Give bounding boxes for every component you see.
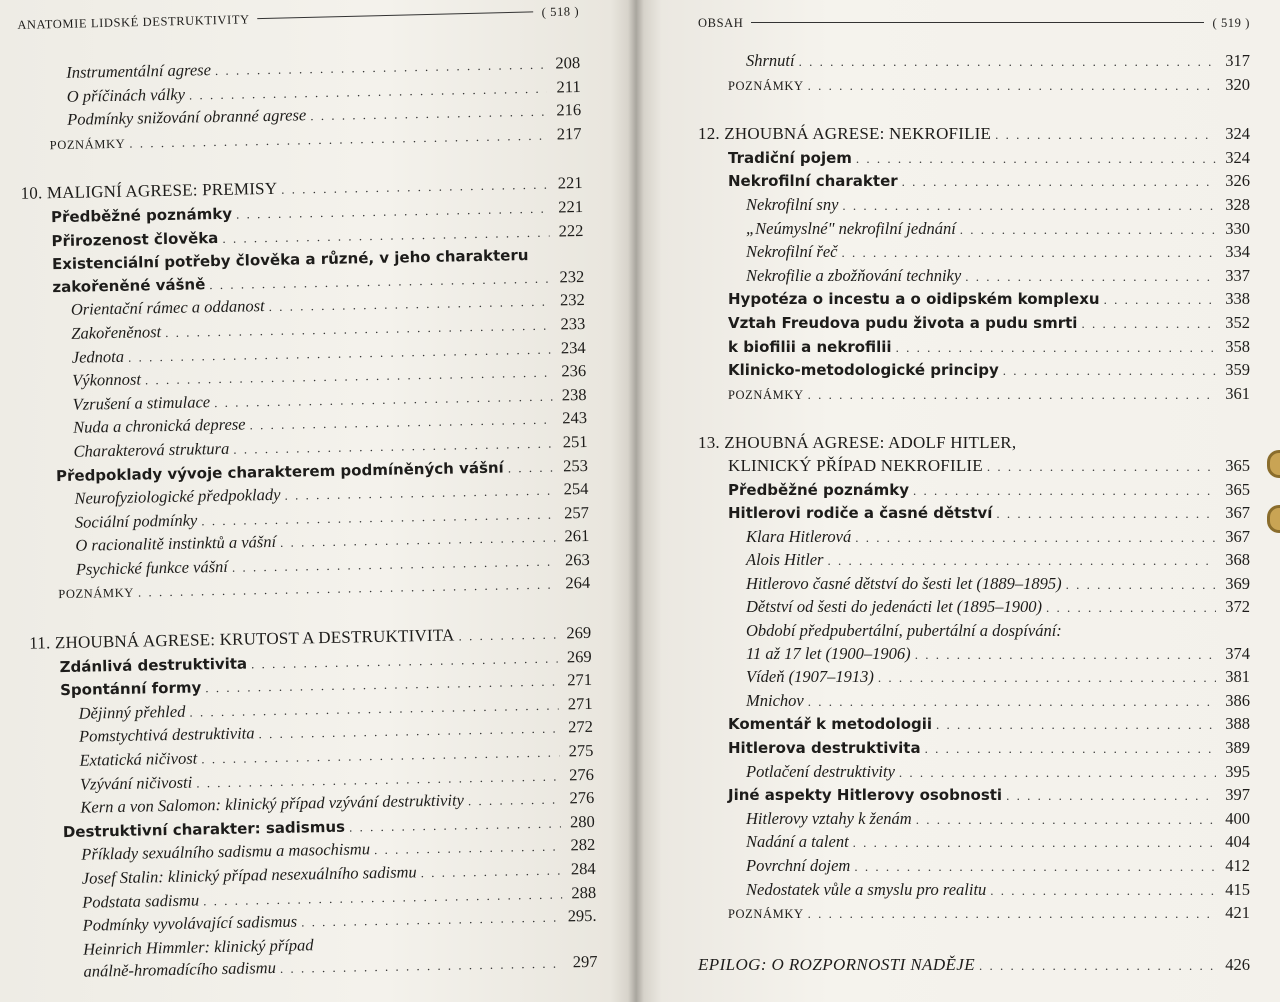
toc-entry [698,855,1250,879]
toc-entry-page: 275 [568,740,594,761]
binder-ring [1267,450,1280,478]
toc-entry-title: Nedostatek vůle a smyslu pro realitu [746,879,987,899]
running-head [17,4,580,52]
dot-leader [1046,597,1216,620]
dot-leader [896,337,1216,360]
toc-entry-page: 217 [556,123,582,144]
toc-entry-title: O příčinách války [66,84,186,106]
toc-entry [698,288,1250,312]
toc-entry-title: 12. ZHOUBNÁ AGRESE: NEKROFILIE [698,124,992,144]
toc-entry-page: 211 [556,76,581,97]
toc-entry-title: Sociální podmínky [74,510,198,532]
dot-leader [854,856,1216,879]
toc-entry-title: Josef Stalin: klinický případ nesexuálního sadismu [81,862,417,888]
toc-entry-page: 221 [558,196,584,217]
dot-leader [421,860,562,885]
section-gap [698,926,1250,954]
toc-entry-page: 328 [1225,194,1250,214]
toc-entry [698,902,1250,926]
dot-leader [925,738,1216,761]
toc-entry-page: 381 [1225,667,1250,687]
dot-leader [808,75,1216,98]
binder-ring [1267,505,1280,533]
head-rule [258,11,534,19]
toc-entry-title: Extatická ničivost [79,748,198,770]
toc-entry [698,784,1250,808]
toc-entry-page: 361 [1225,383,1250,403]
toc-entry-page: 367 [1225,526,1250,546]
toc-entry-page: 254 [563,479,589,499]
toc-entry-title: Hitlerovy vztahy k ženám [746,808,912,828]
toc-entry [698,170,1250,194]
toc-entry-page: 317 [1225,51,1250,70]
toc-entry-page: 324 [1225,124,1250,144]
toc-entry-title: Vzývání ničivosti [79,772,193,794]
toc-entry-title: „Neúmyslné" nekrofilní jednání [746,218,956,238]
dot-leader [842,242,1217,265]
toc-entry-title: Destruktivní charakter: sadismus [62,817,346,841]
toc-entry-page: 232 [559,266,585,287]
toc-entry-title: Nadání a talent [746,832,849,852]
dot-leader [808,384,1216,407]
toc-entry-title: Orientační rámec a oddanost [70,296,265,320]
toc-entry-title: POZNÁMKY [728,387,804,402]
toc-entry-title: Potlačení destruktivity [746,761,895,781]
dot-leader [458,624,557,648]
toc-entry-title: Nekrofilní charakter [728,172,898,191]
toc-entry-title: EPILOG: O ROZPORNOSTI NADĚJE [698,954,976,974]
toc-entry [698,123,1250,147]
toc-entry-page: 352 [1225,312,1250,332]
dot-leader [1081,313,1216,336]
toc-entry-title: Hitlerova destruktivita [728,739,921,758]
toc-entry-title: Vídeň (1907–1913) [746,667,874,687]
toc-entry [698,879,1250,903]
toc-entry [698,359,1250,383]
toc-entry [698,74,1250,98]
toc-entry-page: 337 [1225,265,1250,285]
table-of-contents [698,50,1250,977]
toc-entry-title: Vztah Freudova pudu života a pudu smrti [728,313,1078,332]
toc-entry-title: Přirozenost člověka [51,228,219,250]
toc-entry-page: 334 [1225,242,1250,262]
toc-entry-page: 216 [556,100,582,120]
toc-entry-title: Období předpubertální, pubertální a dospívání: [746,621,1062,641]
toc-entry [698,50,1250,74]
toc-entry-page: 251 [562,431,588,452]
toc-entry [698,502,1250,526]
toc-entry-page: 222 [558,220,584,241]
toc-entry-title: Tradiční pojem [728,148,852,167]
dot-leader [856,148,1216,171]
dot-leader [1003,360,1216,383]
toc-entry-title: Nekrofilní řeč [746,242,838,262]
head-rule [751,22,1204,23]
toc-entry-title: POZNÁMKY [49,136,126,152]
toc-entry [698,218,1250,242]
dot-leader [987,456,1216,479]
toc-entry-page: 338 [1225,289,1250,309]
toc-entry-page: 297 [572,952,598,972]
toc-entry-title: 11. ZHOUBNÁ AGRESE: KRUTOST A DESTRUKTIVITA [29,625,455,653]
toc-entry-page: 389 [1225,738,1250,758]
running-head-title: ANATOMIE LIDSKÉ DESTRUKTIVITY [17,12,250,33]
toc-entry-page: 284 [570,858,596,879]
toc-entry-title: Nekrofilní sny [746,194,839,214]
page-number: ( 518 ) [541,4,580,20]
dot-leader [280,953,564,981]
toc-entry-title: Instrumentální agrese [66,60,212,82]
toc-entry-page: 369 [1225,573,1250,593]
dot-leader [902,171,1216,194]
toc-entry-title: Klinicko-metodologické principy [728,361,999,380]
toc-entry-page: 395 [1225,761,1250,781]
dot-leader [508,456,555,479]
toc-entry-page: 367 [1225,503,1250,523]
toc-entry-page: 426 [1225,954,1250,974]
toc-entry [698,596,1250,620]
toc-entry-page: 386 [1225,690,1250,710]
toc-entry-page: 330 [1225,218,1250,238]
toc-entry-page: 276 [568,764,595,784]
section-gap [698,406,1250,432]
toc-entry-title: Charakterová struktura [73,438,230,461]
toc-entry-title: Mnichov [746,690,804,710]
toc-entry-title: Dějinný přehled [78,701,186,723]
right-page [636,0,1280,1002]
toc-entry-title: Komentář k metodologii [728,715,933,734]
toc-entry-title: Předběžné poznámky [728,480,909,499]
toc-entry-page: 232 [559,290,585,310]
toc-entry-title: Podmínky vyvolávající sadismus [82,911,298,935]
toc-entry-page: 404 [1225,832,1250,852]
dot-leader [374,836,562,862]
toc-entry-title: Shrnutí [746,51,795,70]
toc-entry-page: 276 [569,788,595,808]
dot-leader [915,644,1216,667]
toc-entry-title: 13. ZHOUBNÁ AGRESE: ADOLF HITLER, [698,433,1017,453]
toc-entry-page: 269 [566,622,592,643]
toc-entry-page: 264 [565,573,591,593]
toc-entry [698,549,1250,573]
dot-leader [899,762,1216,785]
toc-entry-page: 269 [566,646,592,667]
toc-entry-page: 280 [569,811,595,832]
dot-leader [878,667,1216,690]
dot-leader [808,691,1216,714]
dot-leader [853,832,1216,855]
toc-entry-title: Předpoklady vývoje charakterem podmíněných vášní [55,458,504,485]
toc-entry-title: Předběžné poznámky [50,204,233,227]
toc-entry [698,479,1250,503]
toc-entry-page: 271 [567,693,593,714]
toc-entry-page: 415 [1225,879,1250,899]
toc-entry [698,526,1250,550]
toc-entry-page: 421 [1225,903,1250,923]
toc-entry-page: 365 [1225,455,1250,475]
toc-entry-page: 257 [563,502,590,523]
toc-entry-page: 238 [561,384,587,405]
toc-entry-title: O racionalitě instinktů a vášní [75,532,277,556]
dot-leader [827,550,1216,573]
dot-leader [960,219,1216,242]
toc-entry [698,265,1250,289]
toc-entry [698,737,1250,761]
toc-entry-page: 320 [1225,74,1250,94]
toc-entry-page: 233 [560,313,586,334]
toc-entry-page: 272 [568,717,594,737]
toc-entry-page: 236 [561,361,587,381]
toc-entry-title: Klara Hitlerová [746,526,852,546]
toc-entry-page: 358 [1225,336,1250,356]
toc-entry-title: POZNÁMKY [728,78,804,93]
toc-entry-page: 365 [1225,479,1250,499]
toc-entry-title: Jednota [71,346,125,367]
toc-entry-title: Kern a von Salomon: klinický případ vzývání destruktivity [80,790,465,817]
toc-entry-title: análně-hromadícího sadismu [83,958,277,982]
toc-entry-title: Povrchní dojem [746,856,851,875]
toc-entry [698,432,1250,455]
toc-entry-page: 282 [570,835,596,855]
toc-entry-page: 359 [1225,360,1250,380]
toc-entry [698,455,1250,479]
dot-leader [310,101,547,128]
toc-entry [698,954,1250,978]
dot-leader [349,812,561,839]
toc-entry-title: Alois Hitler [746,550,824,570]
toc-entry [698,666,1250,690]
dot-leader [808,903,1216,926]
toc-entry-page: 253 [563,455,589,475]
dot-leader [990,880,1216,903]
toc-entry-title: Nekrofilie a zbožňování techniky [746,265,962,285]
dot-leader [1104,289,1216,312]
toc-entry-title: Hypotéza o incestu a o oidipském komplexu [728,290,1100,309]
toc-entry [698,690,1250,714]
toc-entry-title: 10. MALIGNÍ AGRESE: PREMISY [20,179,278,204]
toc-entry-title: KLINICKÝ PŘÍPAD NEKROFILIE [728,455,983,475]
toc-entry-page: 263 [564,549,590,570]
dot-leader [799,51,1216,74]
section-gap [698,97,1250,123]
toc-entry-title: Hitlerovo časné dětství do šesti let (1889–1895) [746,573,1062,593]
table-of-contents [18,52,598,986]
toc-entry-page: 243 [562,408,588,428]
toc-entry-page: 221 [557,173,583,193]
toc-entry-title: Pomstychtivá destruktivita [78,723,255,747]
toc-entry-page: 397 [1225,785,1250,805]
toc-entry-page: 261 [564,526,590,546]
running-head [698,16,1250,50]
toc-entry-page: 234 [560,337,586,357]
dot-leader [996,503,1216,526]
dot-leader [965,266,1216,289]
dot-leader [979,955,1216,978]
left-page [0,0,636,1002]
toc-entry [698,194,1250,218]
toc-entry [698,713,1250,737]
dot-leader [1066,574,1216,597]
toc-entry-title: Nuda a chronická deprese [72,414,246,438]
toc-entry-title: Heinrich Himmler: klinický případ [82,935,314,959]
dot-leader [1006,785,1216,808]
toc-entry-title: Vzrušení a stimulace [72,391,211,414]
dot-leader [842,195,1216,218]
toc-entry-title: Příklady sexuálního sadismu a masochismu [81,839,371,865]
toc-entry-title: Spontánní formy [59,678,202,700]
toc-entry [698,643,1250,667]
toc-entry [698,312,1250,336]
toc-entry-page: 288 [571,882,597,902]
toc-entry [698,241,1250,265]
toc-entry-title: zakořeněné vášně [52,274,206,296]
toc-entry-page: 271 [567,670,593,690]
toc-entry-page: 208 [555,52,581,73]
dot-leader [995,124,1216,147]
toc-entry-title: POZNÁMKY [58,586,135,602]
toc-entry-page: 400 [1225,808,1250,828]
toc-entry-title: POZNÁMKY [728,907,804,922]
toc-entry-title: 11 až 17 let (1900–1906) [746,643,911,663]
toc-entry-page: 324 [1225,147,1250,167]
toc-entry [698,573,1250,597]
toc-entry-page: 368 [1225,550,1250,570]
toc-entry-title: Zakořeněnost [71,322,162,343]
dot-leader [913,480,1216,503]
toc-entry-title: Existenciální potřeby člověka a různé, v jeho charakteru [51,246,529,274]
toc-entry-title: Dětství od šesti do jedenácti let (1895–1900) [746,597,1043,617]
toc-entry-page: 374 [1225,643,1250,663]
toc-entry [698,147,1250,171]
dot-leader [936,714,1216,737]
toc-entry-page: 412 [1225,856,1250,875]
toc-entry-page: 326 [1225,171,1250,191]
toc-entry-title: Výkonnost [72,369,142,390]
toc-entry-title: Neurofyziologické předpoklady [74,484,281,508]
toc-entry [698,336,1250,360]
toc-entry-title: Hitlerovi rodiče a časné dětství [728,504,993,523]
toc-entry [698,761,1250,785]
toc-entry [698,620,1250,643]
toc-entry-title: k biofilii a nekrofilii [728,337,892,356]
toc-entry-page: 388 [1225,714,1250,734]
toc-entry [698,383,1250,407]
toc-entry-page: 372 [1225,597,1250,617]
toc-entry-title: Psychické funkce vášní [75,556,229,579]
dot-leader [916,809,1216,832]
toc-entry-title: Podstata sadismu [82,890,200,912]
toc-entry [698,831,1250,855]
toc-entry-title: Podmínky snižování obranné agrese [67,105,307,130]
dot-leader [468,789,561,813]
toc-entry [698,808,1250,832]
toc-entry-title: Jiné aspekty Hitlerovy osobnosti [728,786,1003,805]
dot-leader [855,527,1216,550]
toc-entry-title: Zdánlivá destruktivita [59,654,248,676]
toc-entry-page: 295. [567,906,597,926]
page-number: ( 519 ) [1212,16,1250,30]
running-head-title: OBSAH [698,16,744,30]
